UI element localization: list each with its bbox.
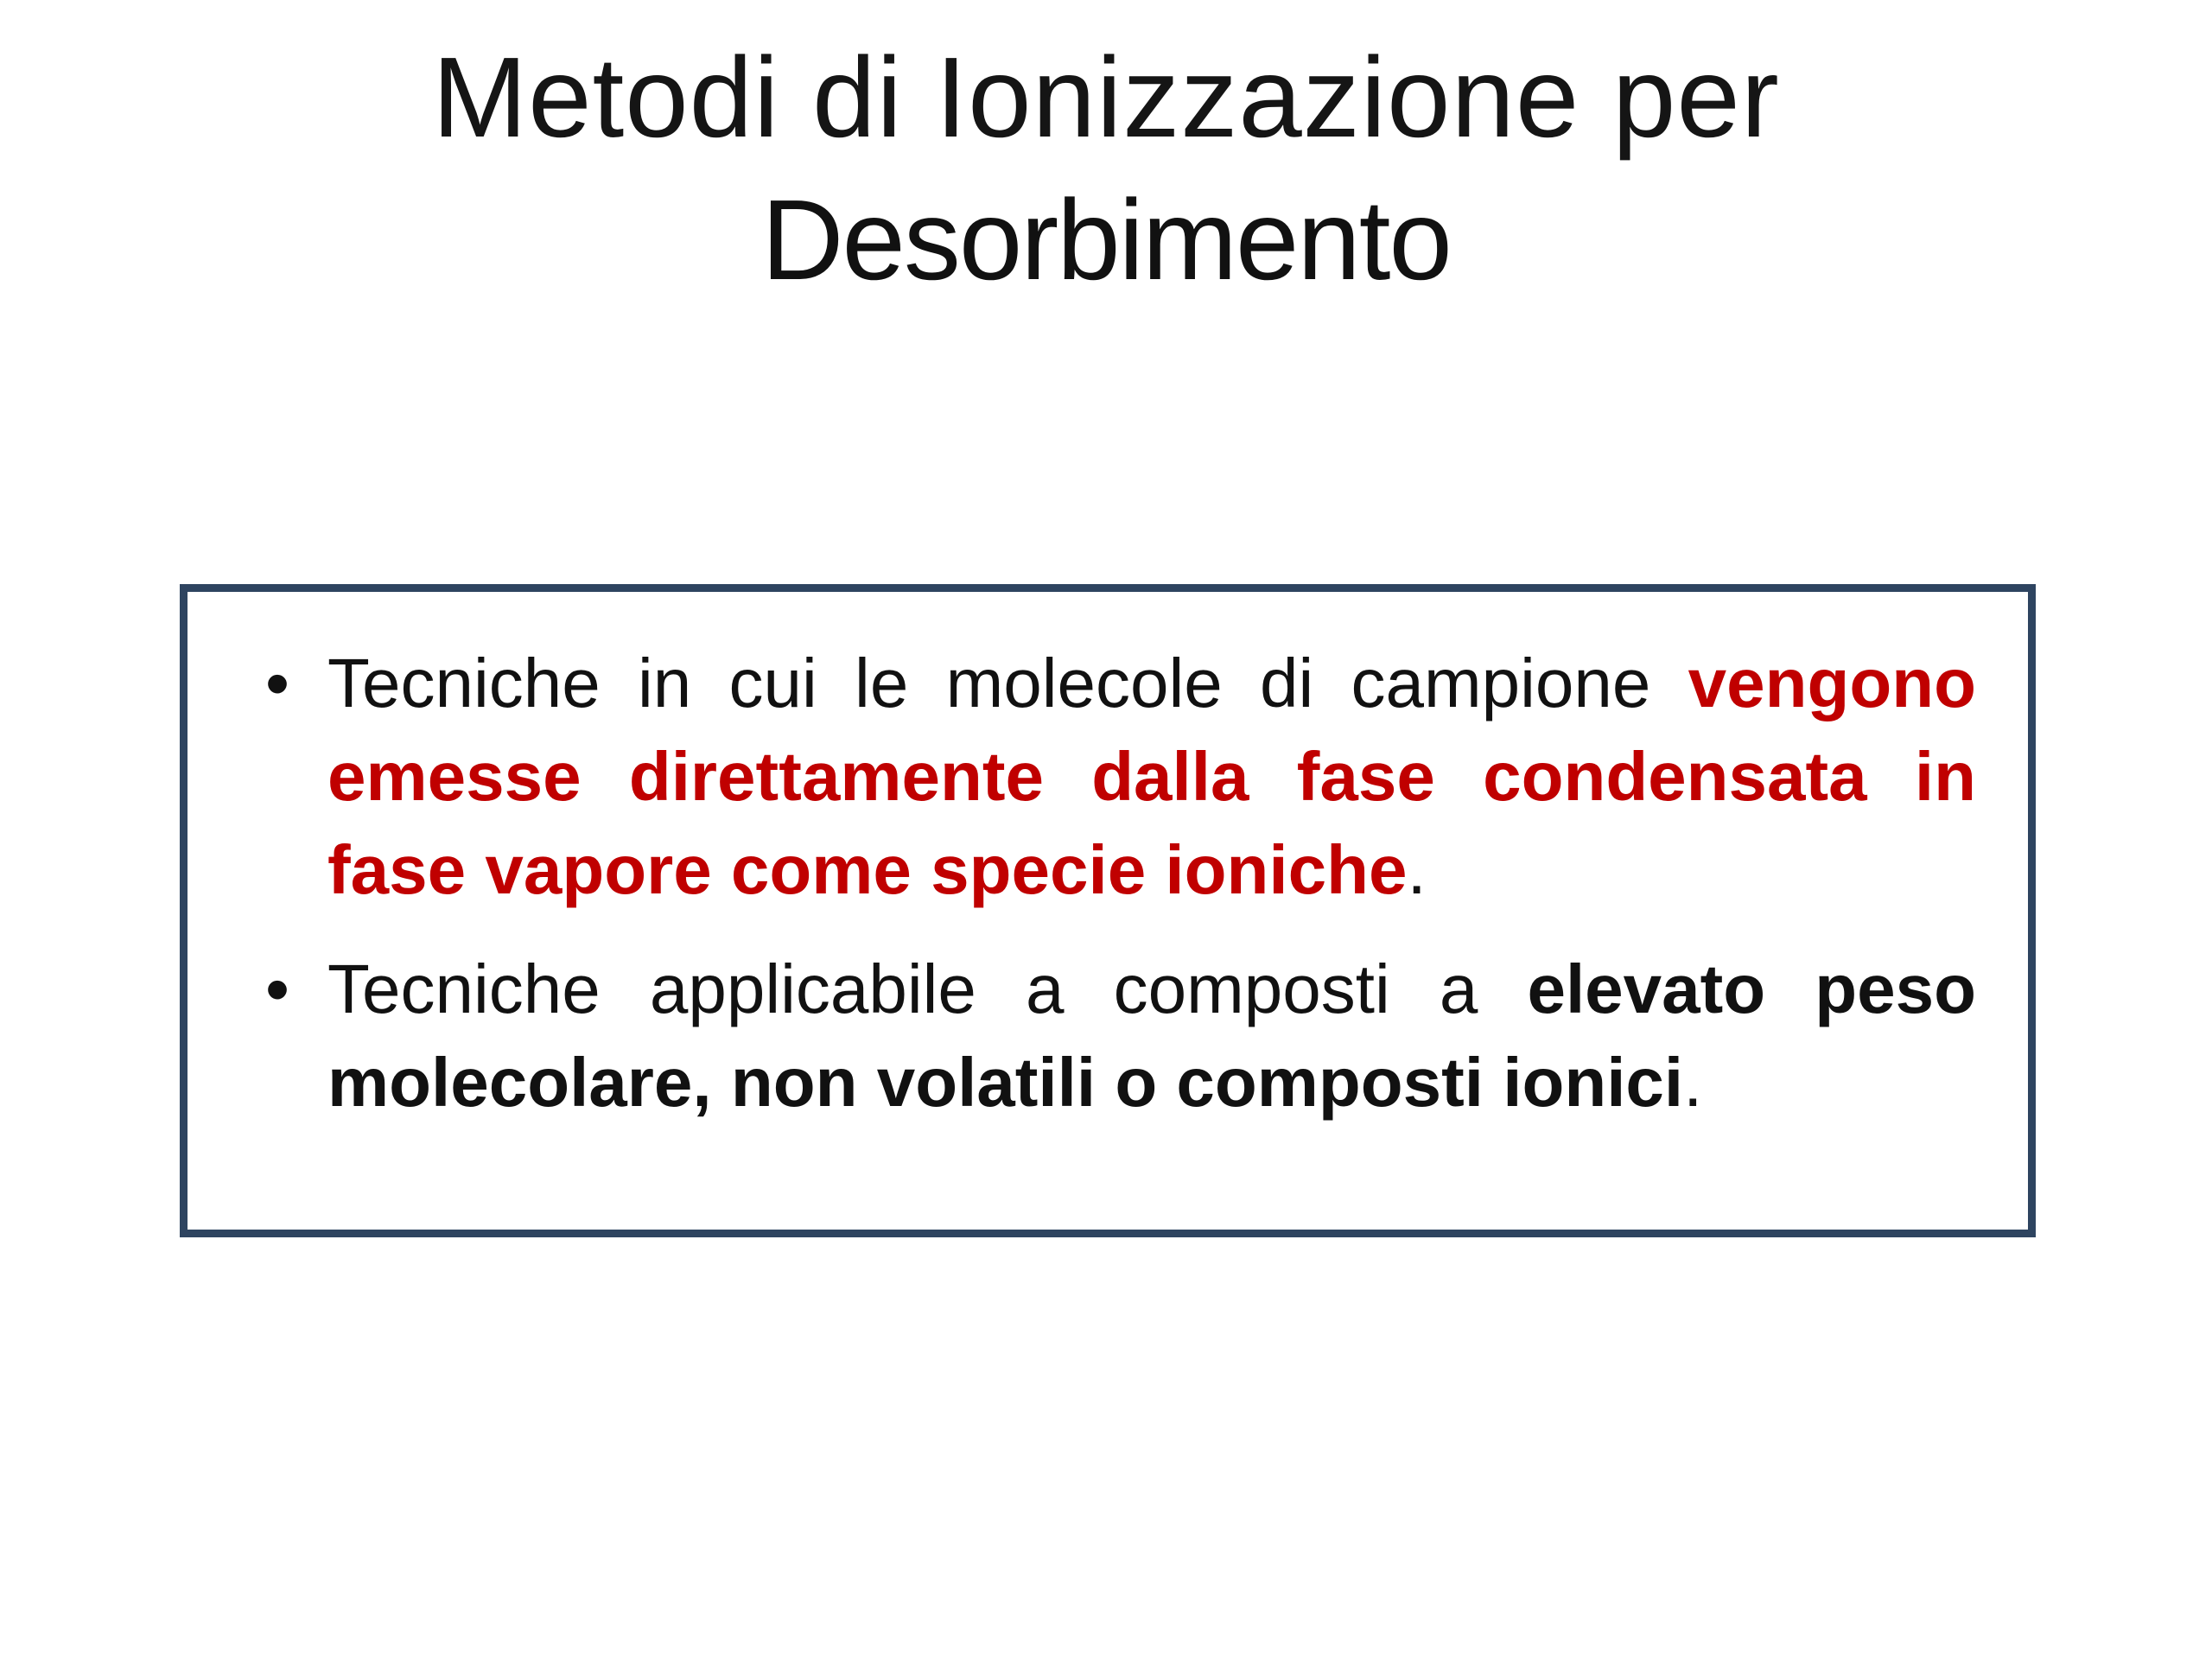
bullet-highlight-text: vengono emesse direttamente dalla fase condensata in fase vapore come specie ioniche — [327, 645, 1976, 908]
bullet-item-desorption-definition — [265, 637, 1976, 917]
bullet-text-end: . — [1407, 831, 1427, 908]
bullet-dot-icon: • — [265, 645, 290, 721]
bullet-text-lead: Tecniche in cui le molecole di campione — [327, 645, 1688, 721]
bullet-text-end: . — [1683, 1044, 1703, 1121]
slide-title — [0, 26, 2212, 311]
bullet-text-lead: Tecniche applicabile a composti a — [327, 950, 1528, 1027]
bullet-dot-icon: • — [265, 950, 290, 1027]
title-line-2: Desorbimento — [761, 176, 1451, 303]
content-box — [180, 584, 2036, 1237]
bullet-bold-text: elevato peso molecolare, non volatili o composti ionici — [327, 950, 1976, 1121]
title-line-1: Metodi di Ionizzazione per — [432, 34, 1780, 161]
bullet-list — [265, 637, 1976, 1155]
bullet-item-applicability — [265, 943, 1976, 1129]
